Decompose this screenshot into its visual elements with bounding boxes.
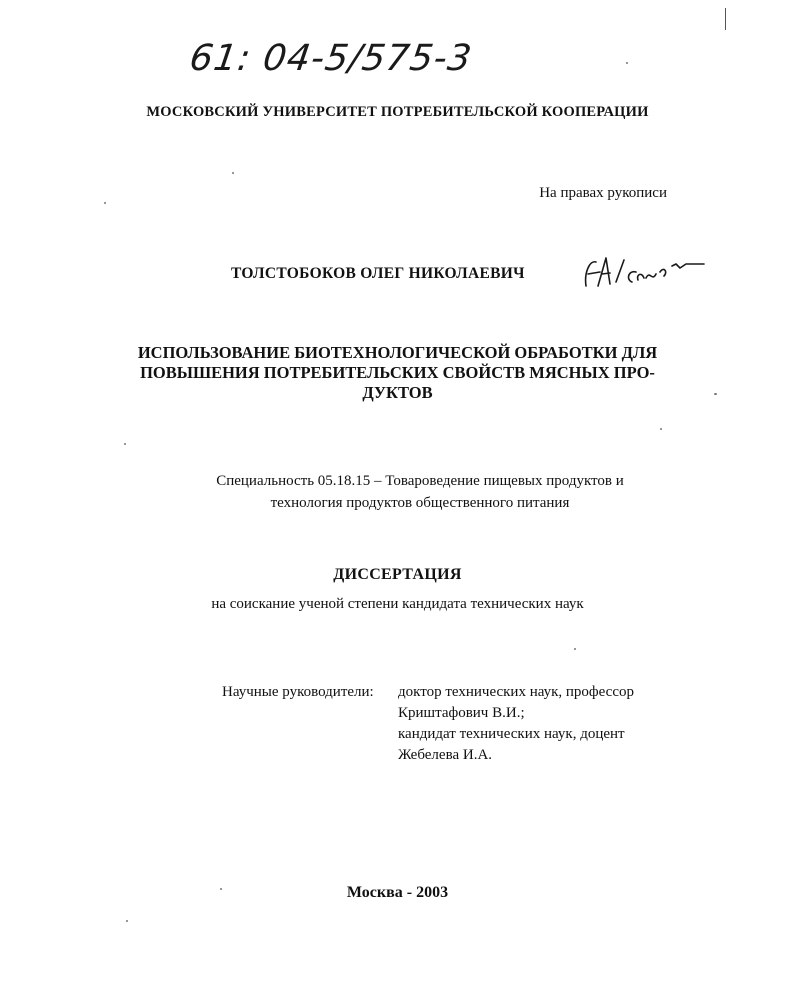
author-row (231, 265, 525, 283)
scan-speck (232, 172, 234, 174)
rights-note: На правах рукописи (539, 185, 667, 201)
scan-speck (124, 443, 126, 445)
dissertation-title (100, 343, 695, 403)
advisors-label: Научные руководители: (222, 684, 374, 700)
scan-speck (574, 648, 576, 650)
scan-speck (714, 393, 717, 395)
city-year: Москва - 2003 (346, 884, 449, 901)
advisor-line: Жебелева И.А. (398, 747, 493, 763)
scan-edge-mark (725, 8, 726, 30)
author-name: ТОЛСТОБОКОВ ОЛЕГ НИКОЛАЕВИЧ (231, 265, 525, 282)
advisors-list (398, 682, 634, 766)
advisor-line: доктор технических наук, профессор (398, 684, 635, 700)
scan-speck (220, 888, 222, 890)
title-line: ИСПОЛЬЗОВАНИЕ БИОТЕХНОЛОГИЧЕСКОЙ ОБРАБОТКИ ДЛЯ (137, 343, 658, 362)
document-type-heading: ДИССЕРТАЦИЯ (333, 566, 462, 583)
title-line: ПОВЫШЕНИЯ ПОТРЕБИТЕЛЬСКИХ СВОЙСТВ МЯСНЫХ ПРО- (140, 363, 655, 382)
archive-code-handwritten: 61: 04-5/575-3 (187, 38, 475, 79)
specialty-block (150, 470, 690, 514)
specialty-line: Специальность 05.18.15 – Товароведение пищевых продуктов и (216, 473, 624, 489)
scan-speck (626, 62, 628, 64)
advisor-line: Криштафович В.И.; (398, 705, 525, 721)
advisor-line: кандидат технических наук, доцент (398, 726, 625, 742)
scan-speck (104, 202, 106, 204)
advisors-block (222, 682, 635, 763)
scan-speck (660, 428, 662, 430)
degree-line: на соискание ученой степени кандидата технических наук (211, 596, 584, 612)
scan-speck (126, 920, 128, 922)
specialty-line: технология продуктов общественного питания (270, 495, 570, 511)
university-name: МОСКОВСКИЙ УНИВЕРСИТЕТ ПОТРЕБИТЕЛЬСКОЙ КООПЕРАЦИИ (146, 104, 649, 120)
title-line: ДУКТОВ (362, 383, 433, 402)
author-signature (580, 252, 710, 292)
